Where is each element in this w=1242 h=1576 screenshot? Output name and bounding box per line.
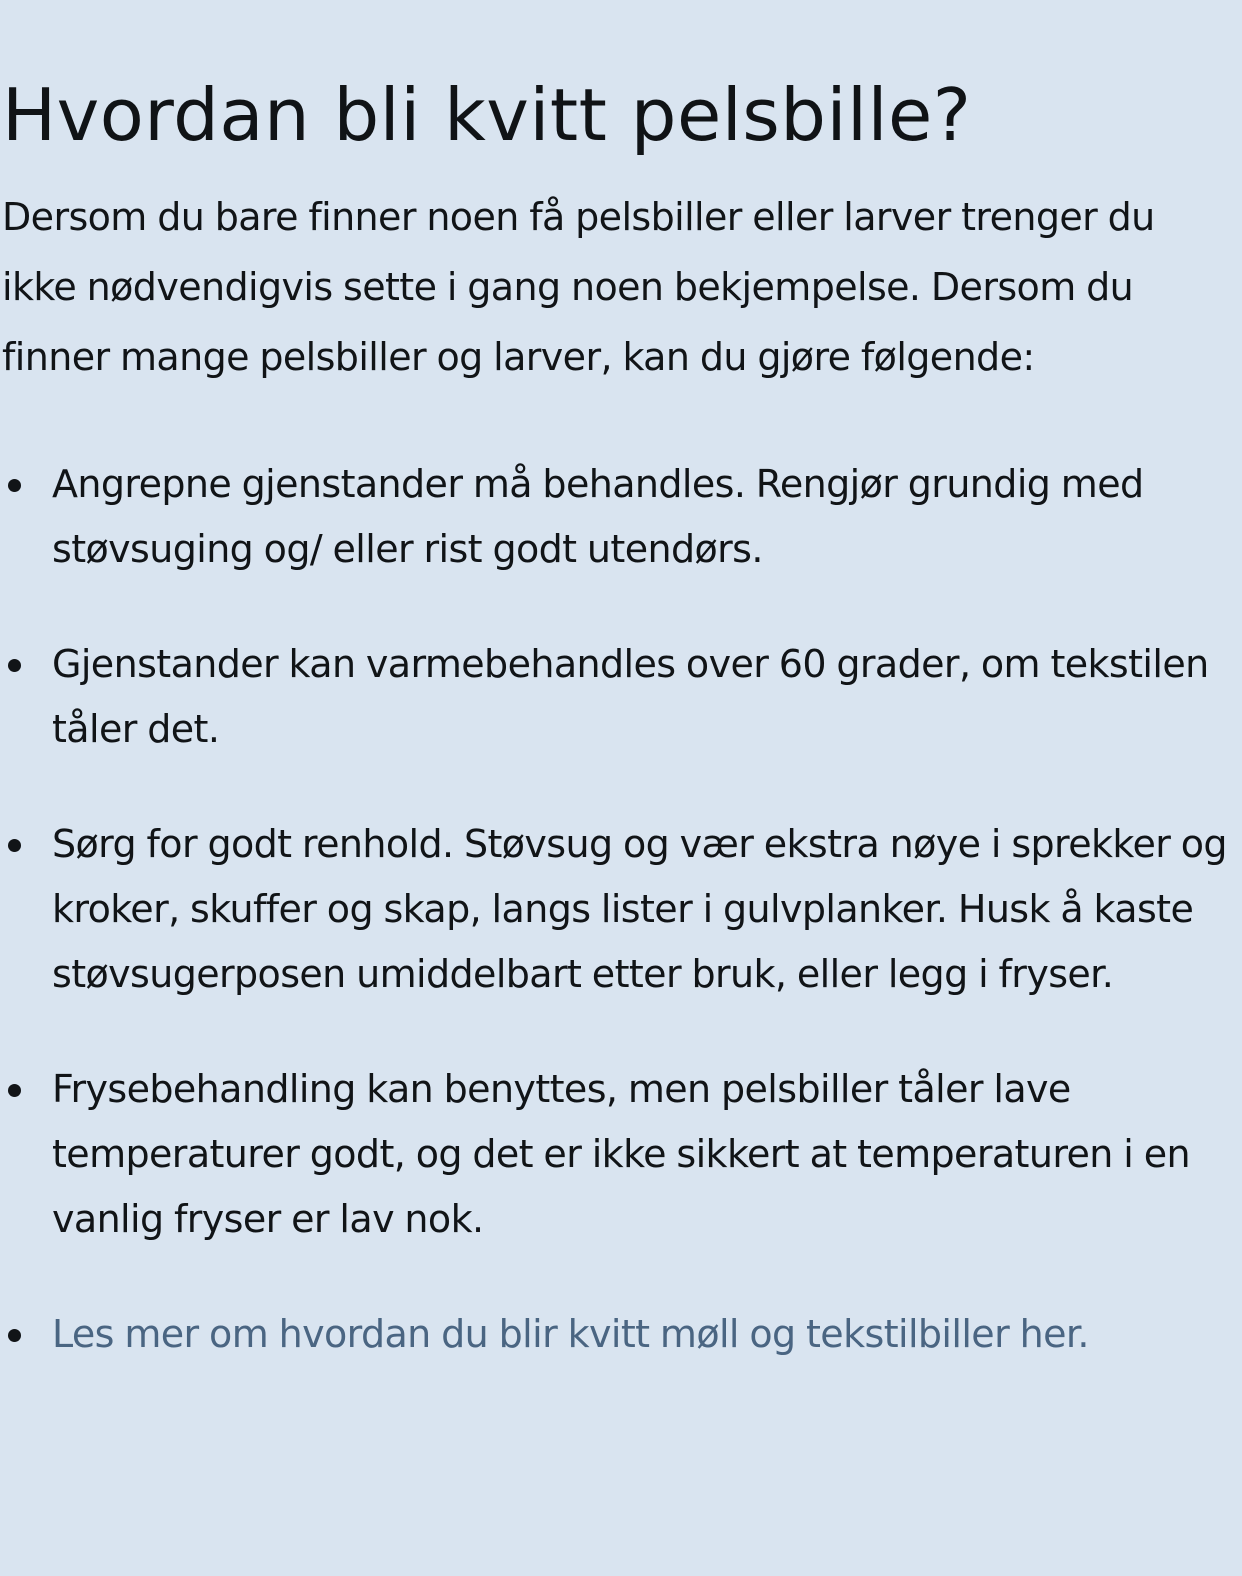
page-title: Hvordan bli kvitt pelsbille? [2, 73, 972, 157]
list-item [2, 812, 1232, 1007]
list-item-text: Sørg for godt renhold. Støvsug og vær ekstra nøye i sprekker og kroker, skuffer og skap, langs lister i gulvplanker. Husk å kaste støvsugerposen umiddelbart etter bruk, eller legg i fryser. [52, 822, 1227, 996]
list-item-text: Gjenstander kan varmebehandles over 60 grader, om tekstilen tåler det. [52, 642, 1209, 751]
list-item [2, 452, 1232, 582]
bullet-icon [8, 659, 21, 672]
list-item-text: Frysebehandling kan benyttes, men pelsbiller tåler lave temperaturer godt, og det er ikke sikkert at temperaturen i en vanlig fryser er lav nok. [52, 1067, 1190, 1241]
list-item [2, 1057, 1232, 1252]
list-item [2, 632, 1232, 762]
intro-paragraph: Dersom du bare finner noen få pelsbiller eller larver trenger du ikke nødvendigvis sette i gang noen bekjempelse. Dersom du finner mange pelsbiller og larver, kan du gjøre følgende: [2, 195, 1155, 379]
bullet-icon [8, 839, 21, 852]
tips-list [2, 452, 1232, 1367]
list-item-link [2, 1302, 1232, 1367]
list-item-text: Angrepne gjenstander må behandles. Rengjør grundig med støvsuging og/ eller rist godt utendørs. [52, 462, 1144, 571]
bullet-icon [8, 1329, 21, 1342]
bullet-icon [8, 1084, 21, 1097]
read-more-link[interactable]: Les mer om hvordan du blir kvitt møll og tekstilbiller her. [52, 1312, 1089, 1356]
bullet-icon [8, 479, 21, 492]
